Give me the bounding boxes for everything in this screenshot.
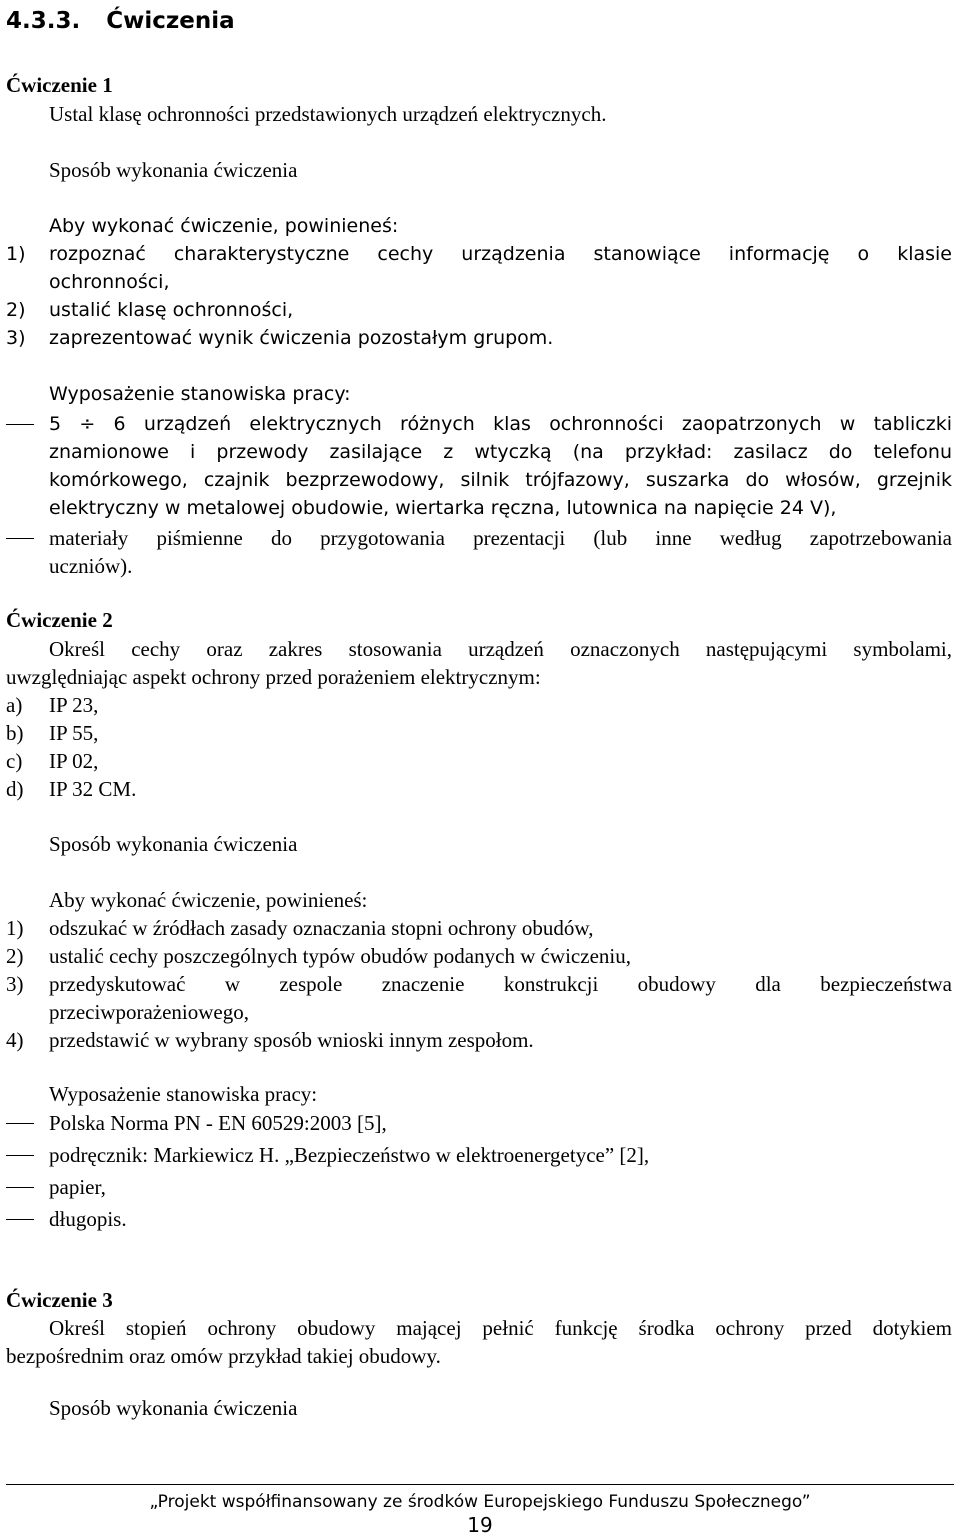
equipment-item-line: materiały piśmienne do przygotowania prezentacji (lub inne według zapotrzebowania bbox=[49, 526, 952, 550]
step-text: ustalić cechy poszczególnych typów obudów podanych w ćwiczeniu, bbox=[49, 944, 631, 968]
symbol-text: IP 02, bbox=[49, 749, 99, 773]
exercise-2-equipment-heading: Wyposażenie stanowiska pracy: bbox=[49, 1082, 318, 1106]
exercise-2-step-1 bbox=[0, 914, 593, 942]
symbol-text: IP 23, bbox=[49, 693, 99, 717]
step-text: rozpoznać charakterystyczne cechy urządzenia stanowiące informację o klasie bbox=[49, 243, 952, 265]
exercise-2-step-4 bbox=[0, 1026, 534, 1054]
step-number: 4) bbox=[6, 1028, 24, 1052]
exercise-1-method-heading: Sposób wykonania ćwiczenia bbox=[49, 158, 298, 182]
section-title: Ćwiczenia bbox=[106, 8, 235, 34]
footer-project-text: „Projekt współfinansowany ze środków Europejskiego Funduszu Społecznego” bbox=[149, 1492, 811, 1512]
dash-bullet bbox=[6, 1219, 34, 1220]
exercise-2-method-heading: Sposób wykonania ćwiczenia bbox=[49, 832, 298, 856]
step-number: 1) bbox=[6, 916, 24, 940]
step-number: 3) bbox=[6, 972, 24, 996]
footer-rule bbox=[6, 1484, 954, 1485]
exercise-1-step-1-cont: ochronności, bbox=[49, 271, 170, 293]
exercise-2-step-3-cont: przeciwporażeniowego, bbox=[49, 1000, 249, 1024]
equipment-item: papier, bbox=[49, 1175, 106, 1199]
exercise-2-task-line-1: Określ cechy oraz zakres stosowania urządzeń oznaczonych następującymi symbolami, bbox=[49, 637, 952, 661]
section-number: 4.3.3. bbox=[6, 8, 81, 34]
symbol-label: d) bbox=[6, 777, 24, 801]
exercise-3-task-line-2: bezpośrednim oraz omów przykład takiej obudowy. bbox=[6, 1344, 441, 1368]
equipment-item: podręcznik: Markiewicz H. „Bezpieczeństwo w elektroenergetyce” [2], bbox=[49, 1143, 650, 1167]
exercise-1-equipment-heading: Wyposażenie stanowiska pracy: bbox=[49, 383, 351, 405]
page-number: 19 bbox=[467, 1513, 493, 1537]
symbol-label: b) bbox=[6, 721, 24, 745]
symbol-text: IP 32 CM. bbox=[49, 777, 137, 801]
symbol-text: IP 55, bbox=[49, 721, 99, 745]
exercise-3-title: Ćwiczenie 3 bbox=[6, 1288, 113, 1312]
dash-bullet bbox=[6, 424, 34, 425]
step-number: 1) bbox=[6, 243, 26, 265]
exercise-1-step-1 bbox=[0, 240, 952, 268]
step-text: odszukać w źródłach zasady oznaczania stopni ochrony obudów, bbox=[49, 916, 594, 940]
dash-bullet bbox=[6, 1187, 34, 1188]
equipment-item-line: znamionowe i przewody zasilające z wtyczką (na przykład: zasilacz do telefonu bbox=[49, 441, 952, 463]
equipment-item: długopis. bbox=[49, 1207, 127, 1231]
exercise-1-title: Ćwiczenie 1 bbox=[6, 73, 113, 97]
exercise-2-title: Ćwiczenie 2 bbox=[6, 608, 113, 632]
exercise-2-step-3 bbox=[0, 970, 952, 998]
section-heading bbox=[6, 6, 235, 36]
equipment-item-line: komórkowego, czajnik bezprzewodowy, silnik trójfazowy, suszarka do włosów, grzejnik bbox=[49, 469, 952, 491]
equipment-item-line: elektryczny w metalowej obudowie, wiertarka ręczna, lutownica na napięcie 24 V), bbox=[49, 497, 837, 519]
exercise-1-step-2 bbox=[0, 296, 293, 324]
exercise-1-step-3 bbox=[0, 324, 553, 352]
step-number: 2) bbox=[6, 299, 26, 321]
symbol-item-a bbox=[0, 691, 98, 719]
step-number: 3) bbox=[6, 327, 26, 349]
step-text: ustalić klasę ochronności, bbox=[49, 299, 294, 321]
symbol-label: c) bbox=[6, 749, 23, 773]
exercise-3-task-line-1: Określ stopień ochrony obudowy mającej pełnić funkcję środka ochrony przed dotykiem bbox=[49, 1316, 952, 1340]
dash-bullet bbox=[6, 1155, 34, 1156]
dash-bullet bbox=[6, 538, 34, 539]
exercise-2-step-2 bbox=[0, 942, 631, 970]
dash-bullet bbox=[6, 1123, 34, 1124]
symbol-item-b bbox=[0, 719, 98, 747]
step-text: przedstawić w wybrany sposób wnioski innym zespołom. bbox=[49, 1028, 534, 1052]
equipment-item: Polska Norma PN - EN 60529:2003 [5], bbox=[49, 1111, 387, 1135]
exercise-2-intro: Aby wykonać ćwiczenie, powinieneś: bbox=[49, 888, 368, 912]
step-text: zaprezentować wynik ćwiczenia pozostałym grupom. bbox=[49, 327, 554, 349]
exercise-1-task: Ustal klasę ochronności przedstawionych urządzeń elektrycznych. bbox=[49, 102, 607, 126]
exercise-3-method-heading: Sposób wykonania ćwiczenia bbox=[49, 1396, 298, 1420]
symbol-item-d bbox=[0, 775, 136, 803]
step-text: przedyskutować w zespole znaczenie konstrukcji obudowy dla bezpieczeństwa bbox=[49, 972, 952, 996]
symbol-label: a) bbox=[6, 693, 23, 717]
equipment-item-line: uczniów). bbox=[49, 554, 133, 578]
step-number: 2) bbox=[6, 944, 24, 968]
exercise-2-task-line-2: uwzględniając aspekt ochrony przed porażeniem elektrycznym: bbox=[6, 665, 541, 689]
exercise-1-intro: Aby wykonać ćwiczenie, powinieneś: bbox=[49, 215, 399, 237]
equipment-item-line: 5 ÷ 6 urządzeń elektrycznych różnych klas ochronności zaopatrzonych w tabliczki bbox=[49, 413, 952, 435]
symbol-item-c bbox=[0, 747, 98, 775]
